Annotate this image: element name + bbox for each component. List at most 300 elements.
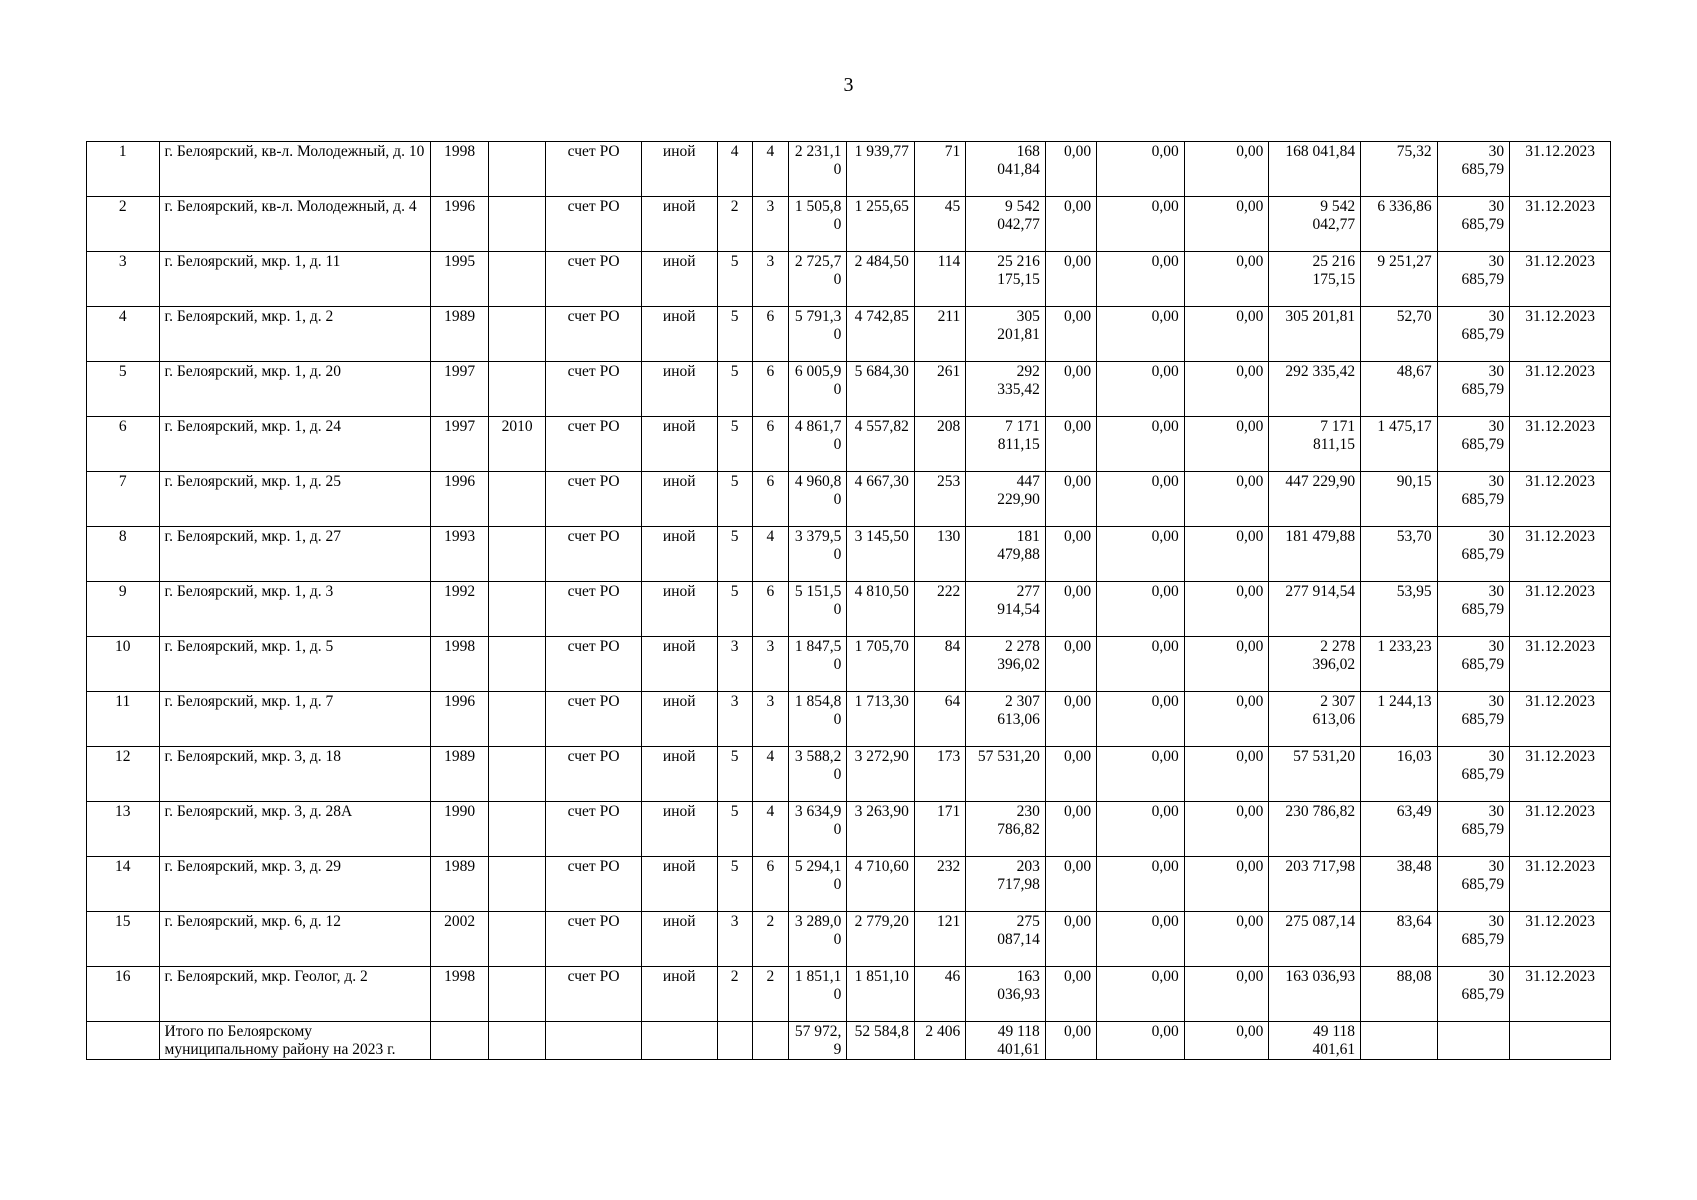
cell-floors: 3 (717, 912, 752, 967)
cell-residents: 211 (914, 307, 965, 362)
cell-wall-type: иной (641, 967, 717, 1022)
cell-account-method: счет РО (546, 912, 642, 967)
cell-fund-3: 0,00 (1184, 362, 1269, 417)
cell-wall-type: иной (641, 417, 717, 472)
cell-cost-owners: 163 036,93 (1269, 967, 1361, 1022)
cell-year-commissioned (488, 142, 545, 197)
cell-area-total: 6 005,90 (789, 362, 847, 417)
cell-area-living: 4 710,60 (847, 857, 914, 912)
cell-cost-owners: 168 041,84 (1269, 142, 1361, 197)
table-row (87, 637, 1611, 692)
cell-fund-2: 0,00 (1097, 802, 1185, 857)
cell-cost: 25 216 175,15 (966, 252, 1046, 307)
cell-unit-cost: 6 336,86 (1361, 197, 1438, 252)
cell-fund-1: 0,00 (1045, 912, 1096, 967)
cell-cost: 2 278 396,02 (966, 637, 1046, 692)
cell-area-total: 3 588,20 (789, 747, 847, 802)
cell-number: 16 (87, 967, 160, 1022)
cell-area-total: 5 791,30 (789, 307, 847, 362)
cell-entrances: 4 (752, 527, 788, 582)
cell-fund-2: 0,00 (1097, 417, 1185, 472)
cell-floors: 5 (717, 527, 752, 582)
cell-residents: 84 (914, 637, 965, 692)
cell-area-total: 4 960,80 (789, 472, 847, 527)
cell-floors: 3 (717, 692, 752, 747)
cell-fund-2: 0,00 (1097, 912, 1185, 967)
cell-area-total: 1 854,80 (789, 692, 847, 747)
table-row (87, 967, 1611, 1022)
cell-account-method: счет РО (546, 692, 642, 747)
cell-cost-limit: 30 685,79 (1437, 692, 1510, 747)
cell-completion-date: 31.12.2023 (1510, 912, 1611, 967)
cell-account-method: счет РО (546, 197, 642, 252)
cell-wall-type: иной (641, 197, 717, 252)
cell-year-commissioned (488, 252, 545, 307)
cell-year-commissioned (488, 362, 545, 417)
cell-floors: 5 (717, 747, 752, 802)
cell-floors: 2 (717, 197, 752, 252)
cell-cost-owners: 25 216 175,15 (1269, 252, 1361, 307)
cell-entrances: 6 (752, 857, 788, 912)
cell-account-method: счет РО (546, 582, 642, 637)
cell-fund-3: 0,00 (1184, 747, 1269, 802)
cell-number: 7 (87, 472, 160, 527)
cell-floors: 5 (717, 417, 752, 472)
cell-fund-2: 0,00 (1097, 637, 1185, 692)
cell-floors: 5 (717, 307, 752, 362)
cell-address: г. Белоярский, кв-л. Молодежный, д. 4 (159, 197, 431, 252)
cell-area-total: 4 861,70 (789, 417, 847, 472)
cell-area-total: 2 231,10 (789, 142, 847, 197)
cell-cost-owners: 277 914,54 (1269, 582, 1361, 637)
cell-floors: 5 (717, 582, 752, 637)
cell-fund-3: 0,00 (1184, 252, 1269, 307)
table-row (87, 362, 1611, 417)
cell-address: г. Белоярский, мкр. 1, д. 25 (159, 472, 431, 527)
cell-fund-3: 0,00 (1184, 637, 1269, 692)
cell-entrances: 3 (752, 637, 788, 692)
cell-residents: 232 (914, 857, 965, 912)
total-empty (1361, 1022, 1438, 1060)
cell-residents: 173 (914, 747, 965, 802)
cell-unit-cost: 38,48 (1361, 857, 1438, 912)
cell-account-method: счет РО (546, 802, 642, 857)
table-row (87, 802, 1611, 857)
table-row (87, 582, 1611, 637)
total-residents: 2 406 (914, 1022, 965, 1060)
cell-entrances: 2 (752, 967, 788, 1022)
cell-unit-cost: 88,08 (1361, 967, 1438, 1022)
cell-completion-date: 31.12.2023 (1510, 252, 1611, 307)
total-empty (641, 1022, 717, 1060)
cell-number: 15 (87, 912, 160, 967)
cell-completion-date: 31.12.2023 (1510, 362, 1611, 417)
cell-fund-3: 0,00 (1184, 912, 1269, 967)
cell-cost-owners: 2 278 396,02 (1269, 637, 1361, 692)
cell-area-total: 2 725,70 (789, 252, 847, 307)
cell-fund-1: 0,00 (1045, 472, 1096, 527)
cell-fund-2: 0,00 (1097, 967, 1185, 1022)
cell-year-built: 1997 (431, 362, 488, 417)
cell-area-living: 1 939,77 (847, 142, 914, 197)
cell-year-commissioned (488, 857, 545, 912)
cell-year-commissioned (488, 692, 545, 747)
cell-cost: 292 335,42 (966, 362, 1046, 417)
table-row (87, 417, 1611, 472)
cell-entrances: 4 (752, 747, 788, 802)
cell-year-commissioned: 2010 (488, 417, 545, 472)
cell-cost-limit: 30 685,79 (1437, 582, 1510, 637)
cell-unit-cost: 90,15 (1361, 472, 1438, 527)
cell-completion-date: 31.12.2023 (1510, 527, 1611, 582)
cell-number: 10 (87, 637, 160, 692)
cell-cost-owners: 447 229,90 (1269, 472, 1361, 527)
cell-number: 14 (87, 857, 160, 912)
cell-wall-type: иной (641, 362, 717, 417)
cell-entrances: 3 (752, 197, 788, 252)
cell-account-method: счет РО (546, 472, 642, 527)
cell-completion-date: 31.12.2023 (1510, 582, 1611, 637)
cell-wall-type: иной (641, 692, 717, 747)
cell-fund-1: 0,00 (1045, 197, 1096, 252)
cell-residents: 45 (914, 197, 965, 252)
cell-cost-owners: 275 087,14 (1269, 912, 1361, 967)
cell-year-built: 1997 (431, 417, 488, 472)
cell-number: 3 (87, 252, 160, 307)
cell-residents: 222 (914, 582, 965, 637)
cell-account-method: счет РО (546, 362, 642, 417)
cell-address: г. Белоярский, мкр. 1, д. 20 (159, 362, 431, 417)
cell-area-living: 1 851,10 (847, 967, 914, 1022)
cell-year-built: 1992 (431, 582, 488, 637)
cell-entrances: 4 (752, 802, 788, 857)
cell-fund-1: 0,00 (1045, 417, 1096, 472)
cell-account-method: счет РО (546, 637, 642, 692)
cell-cost-limit: 30 685,79 (1437, 472, 1510, 527)
cell-fund-2: 0,00 (1097, 582, 1185, 637)
cell-entrances: 6 (752, 417, 788, 472)
cell-cost-limit: 30 685,79 (1437, 142, 1510, 197)
cell-cost: 447 229,90 (966, 472, 1046, 527)
cell-fund-3: 0,00 (1184, 582, 1269, 637)
cell-residents: 130 (914, 527, 965, 582)
cell-completion-date: 31.12.2023 (1510, 472, 1611, 527)
cell-fund-2: 0,00 (1097, 142, 1185, 197)
cell-entrances: 6 (752, 582, 788, 637)
cell-number: 1 (87, 142, 160, 197)
cell-account-method: счет РО (546, 417, 642, 472)
cell-address: г. Белоярский, кв-л. Молодежный, д. 10 (159, 142, 431, 197)
cell-address: г. Белоярский, мкр. 1, д. 27 (159, 527, 431, 582)
cell-account-method: счет РО (546, 252, 642, 307)
cell-unit-cost: 1 244,13 (1361, 692, 1438, 747)
table-row (87, 307, 1611, 362)
cell-number: 8 (87, 527, 160, 582)
cell-fund-2: 0,00 (1097, 307, 1185, 362)
cell-wall-type: иной (641, 857, 717, 912)
cell-residents: 261 (914, 362, 965, 417)
cell-unit-cost: 63,49 (1361, 802, 1438, 857)
cell-year-commissioned (488, 527, 545, 582)
cell-entrances: 6 (752, 472, 788, 527)
cell-fund-3: 0,00 (1184, 967, 1269, 1022)
cell-area-living: 1 713,30 (847, 692, 914, 747)
cell-cost-limit: 30 685,79 (1437, 197, 1510, 252)
cell-area-living: 5 684,30 (847, 362, 914, 417)
cell-fund-3: 0,00 (1184, 472, 1269, 527)
cell-cost-owners: 9 542 042,77 (1269, 197, 1361, 252)
cell-year-built: 1989 (431, 307, 488, 362)
cell-fund-2: 0,00 (1097, 472, 1185, 527)
cell-cost-limit: 30 685,79 (1437, 857, 1510, 912)
cell-area-total: 3 634,90 (789, 802, 847, 857)
total-row (87, 1022, 1611, 1060)
cell-number: 9 (87, 582, 160, 637)
cell-cost: 277 914,54 (966, 582, 1046, 637)
cell-fund-3: 0,00 (1184, 307, 1269, 362)
cell-year-built: 1995 (431, 252, 488, 307)
cell-wall-type: иной (641, 472, 717, 527)
cell-year-commissioned (488, 967, 545, 1022)
cell-entrances: 3 (752, 252, 788, 307)
cell-cost: 230 786,82 (966, 802, 1046, 857)
cell-area-living: 4 557,82 (847, 417, 914, 472)
cell-number: 13 (87, 802, 160, 857)
cell-year-built: 1990 (431, 802, 488, 857)
cell-fund-1: 0,00 (1045, 582, 1096, 637)
cell-residents: 208 (914, 417, 965, 472)
cell-area-living: 3 145,50 (847, 527, 914, 582)
total-empty (488, 1022, 545, 1060)
cell-area-total: 5 151,50 (789, 582, 847, 637)
cell-cost-owners: 57 531,20 (1269, 747, 1361, 802)
cell-fund-1: 0,00 (1045, 802, 1096, 857)
cell-cost: 181 479,88 (966, 527, 1046, 582)
cell-fund-2: 0,00 (1097, 252, 1185, 307)
cell-area-total: 3 379,50 (789, 527, 847, 582)
cell-cost-limit: 30 685,79 (1437, 912, 1510, 967)
cell-year-commissioned (488, 472, 545, 527)
cell-residents: 253 (914, 472, 965, 527)
cell-area-living: 1 255,65 (847, 197, 914, 252)
cell-fund-1: 0,00 (1045, 362, 1096, 417)
cell-fund-2: 0,00 (1097, 692, 1185, 747)
cell-fund-1: 0,00 (1045, 142, 1096, 197)
table-row (87, 252, 1611, 307)
cell-cost-owners: 7 171 811,15 (1269, 417, 1361, 472)
cell-address: г. Белоярский, мкр. 3, д. 28А (159, 802, 431, 857)
cell-cost-owners: 292 335,42 (1269, 362, 1361, 417)
cell-cost-limit: 30 685,79 (1437, 252, 1510, 307)
cell-cost: 163 036,93 (966, 967, 1046, 1022)
cell-unit-cost: 48,67 (1361, 362, 1438, 417)
cell-cost-owners: 181 479,88 (1269, 527, 1361, 582)
cell-area-total: 5 294,10 (789, 857, 847, 912)
cell-residents: 46 (914, 967, 965, 1022)
cell-cost: 7 171 811,15 (966, 417, 1046, 472)
cell-fund-2: 0,00 (1097, 362, 1185, 417)
cell-floors: 4 (717, 142, 752, 197)
total-label: Итого по Белоярскому муниципальному району на 2023 г. (159, 1022, 431, 1060)
total-empty (431, 1022, 488, 1060)
cell-area-total: 1 847,50 (789, 637, 847, 692)
cell-area-total: 1 505,80 (789, 197, 847, 252)
total-empty (1510, 1022, 1611, 1060)
total-empty (87, 1022, 160, 1060)
cell-completion-date: 31.12.2023 (1510, 142, 1611, 197)
cell-area-total: 1 851,10 (789, 967, 847, 1022)
total-empty (717, 1022, 752, 1060)
cell-completion-date: 31.12.2023 (1510, 857, 1611, 912)
total-area-total: 57 972,9 (789, 1022, 847, 1060)
cell-entrances: 6 (752, 307, 788, 362)
cell-year-built: 2002 (431, 912, 488, 967)
cell-cost-limit: 30 685,79 (1437, 967, 1510, 1022)
cell-wall-type: иной (641, 582, 717, 637)
cell-cost-limit: 30 685,79 (1437, 802, 1510, 857)
cell-unit-cost: 1 475,17 (1361, 417, 1438, 472)
cell-cost-owners: 2 307 613,06 (1269, 692, 1361, 747)
cell-year-built: 1998 (431, 637, 488, 692)
page-number: 3 (843, 74, 854, 96)
cell-number: 12 (87, 747, 160, 802)
cell-account-method: счет РО (546, 857, 642, 912)
table-row (87, 527, 1611, 582)
cell-area-living: 4 667,30 (847, 472, 914, 527)
cell-fund-3: 0,00 (1184, 692, 1269, 747)
cell-fund-2: 0,00 (1097, 197, 1185, 252)
table-row (87, 747, 1611, 802)
cell-cost: 275 087,14 (966, 912, 1046, 967)
total-fund-2: 0,00 (1097, 1022, 1185, 1060)
cell-address: г. Белоярский, мкр. 6, д. 12 (159, 912, 431, 967)
cell-cost-limit: 30 685,79 (1437, 307, 1510, 362)
cell-cost: 168 041,84 (966, 142, 1046, 197)
total-fund-1: 0,00 (1045, 1022, 1096, 1060)
cell-address: г. Белоярский, мкр. 1, д. 2 (159, 307, 431, 362)
cell-fund-3: 0,00 (1184, 527, 1269, 582)
cell-floors: 5 (717, 252, 752, 307)
cell-residents: 171 (914, 802, 965, 857)
cell-wall-type: иной (641, 142, 717, 197)
cell-floors: 2 (717, 967, 752, 1022)
cell-year-built: 1989 (431, 747, 488, 802)
cell-unit-cost: 52,70 (1361, 307, 1438, 362)
cell-address: г. Белоярский, мкр. 1, д. 5 (159, 637, 431, 692)
cell-area-total: 3 289,00 (789, 912, 847, 967)
cell-year-commissioned (488, 582, 545, 637)
cell-unit-cost: 9 251,27 (1361, 252, 1438, 307)
total-cost-owners: 49 118 401,61 (1269, 1022, 1361, 1060)
cell-fund-3: 0,00 (1184, 197, 1269, 252)
cell-year-built: 1989 (431, 857, 488, 912)
cell-area-living: 3 263,90 (847, 802, 914, 857)
cell-address: г. Белоярский, мкр. 1, д. 7 (159, 692, 431, 747)
cell-completion-date: 31.12.2023 (1510, 747, 1611, 802)
cell-number: 4 (87, 307, 160, 362)
cell-entrances: 4 (752, 142, 788, 197)
cell-wall-type: иной (641, 252, 717, 307)
cell-account-method: счет РО (546, 527, 642, 582)
cell-year-built: 1996 (431, 472, 488, 527)
cell-fund-3: 0,00 (1184, 802, 1269, 857)
cell-number: 11 (87, 692, 160, 747)
cell-account-method: счет РО (546, 967, 642, 1022)
cell-fund-1: 0,00 (1045, 747, 1096, 802)
cell-cost: 2 307 613,06 (966, 692, 1046, 747)
cell-year-commissioned (488, 802, 545, 857)
cell-completion-date: 31.12.2023 (1510, 967, 1611, 1022)
cell-fund-1: 0,00 (1045, 692, 1096, 747)
cell-fund-2: 0,00 (1097, 747, 1185, 802)
cell-fund-1: 0,00 (1045, 307, 1096, 362)
cell-cost: 57 531,20 (966, 747, 1046, 802)
cell-residents: 114 (914, 252, 965, 307)
cell-area-living: 4 742,85 (847, 307, 914, 362)
cell-area-living: 4 810,50 (847, 582, 914, 637)
cell-fund-3: 0,00 (1184, 417, 1269, 472)
cell-wall-type: иной (641, 912, 717, 967)
table-row (87, 857, 1611, 912)
cell-fund-3: 0,00 (1184, 857, 1269, 912)
cell-completion-date: 31.12.2023 (1510, 802, 1611, 857)
cell-area-living: 1 705,70 (847, 637, 914, 692)
total-area-living: 52 584,8 (847, 1022, 914, 1060)
cell-fund-2: 0,00 (1097, 857, 1185, 912)
cell-year-commissioned (488, 307, 545, 362)
cell-fund-1: 0,00 (1045, 857, 1096, 912)
cell-address: г. Белоярский, мкр. 1, д. 3 (159, 582, 431, 637)
cell-unit-cost: 1 233,23 (1361, 637, 1438, 692)
cell-floors: 5 (717, 802, 752, 857)
cell-floors: 3 (717, 637, 752, 692)
cell-address: г. Белоярский, мкр. Геолог, д. 2 (159, 967, 431, 1022)
cell-wall-type: иной (641, 307, 717, 362)
total-empty (752, 1022, 788, 1060)
cell-cost-limit: 30 685,79 (1437, 417, 1510, 472)
table-body (87, 142, 1611, 1060)
cell-address: г. Белоярский, мкр. 1, д. 24 (159, 417, 431, 472)
cell-completion-date: 31.12.2023 (1510, 692, 1611, 747)
total-fund-3: 0,00 (1184, 1022, 1269, 1060)
cell-account-method: счет РО (546, 747, 642, 802)
cell-fund-3: 0,00 (1184, 142, 1269, 197)
cell-completion-date: 31.12.2023 (1510, 307, 1611, 362)
cell-completion-date: 31.12.2023 (1510, 637, 1611, 692)
cell-entrances: 3 (752, 692, 788, 747)
table-row (87, 142, 1611, 197)
cell-floors: 5 (717, 857, 752, 912)
total-cost: 49 118 401,61 (966, 1022, 1046, 1060)
table-row (87, 912, 1611, 967)
cell-fund-2: 0,00 (1097, 527, 1185, 582)
cell-year-commissioned (488, 637, 545, 692)
cell-residents: 121 (914, 912, 965, 967)
cell-fund-1: 0,00 (1045, 527, 1096, 582)
cell-year-built: 1996 (431, 197, 488, 252)
cell-cost: 9 542 042,77 (966, 197, 1046, 252)
cell-year-built: 1996 (431, 692, 488, 747)
cell-address: г. Белоярский, мкр. 3, д. 29 (159, 857, 431, 912)
cell-fund-1: 0,00 (1045, 252, 1096, 307)
cell-completion-date: 31.12.2023 (1510, 417, 1611, 472)
cell-year-commissioned (488, 747, 545, 802)
cell-area-living: 3 272,90 (847, 747, 914, 802)
cell-number: 5 (87, 362, 160, 417)
total-empty (1437, 1022, 1510, 1060)
cell-wall-type: иной (641, 527, 717, 582)
cell-wall-type: иной (641, 802, 717, 857)
